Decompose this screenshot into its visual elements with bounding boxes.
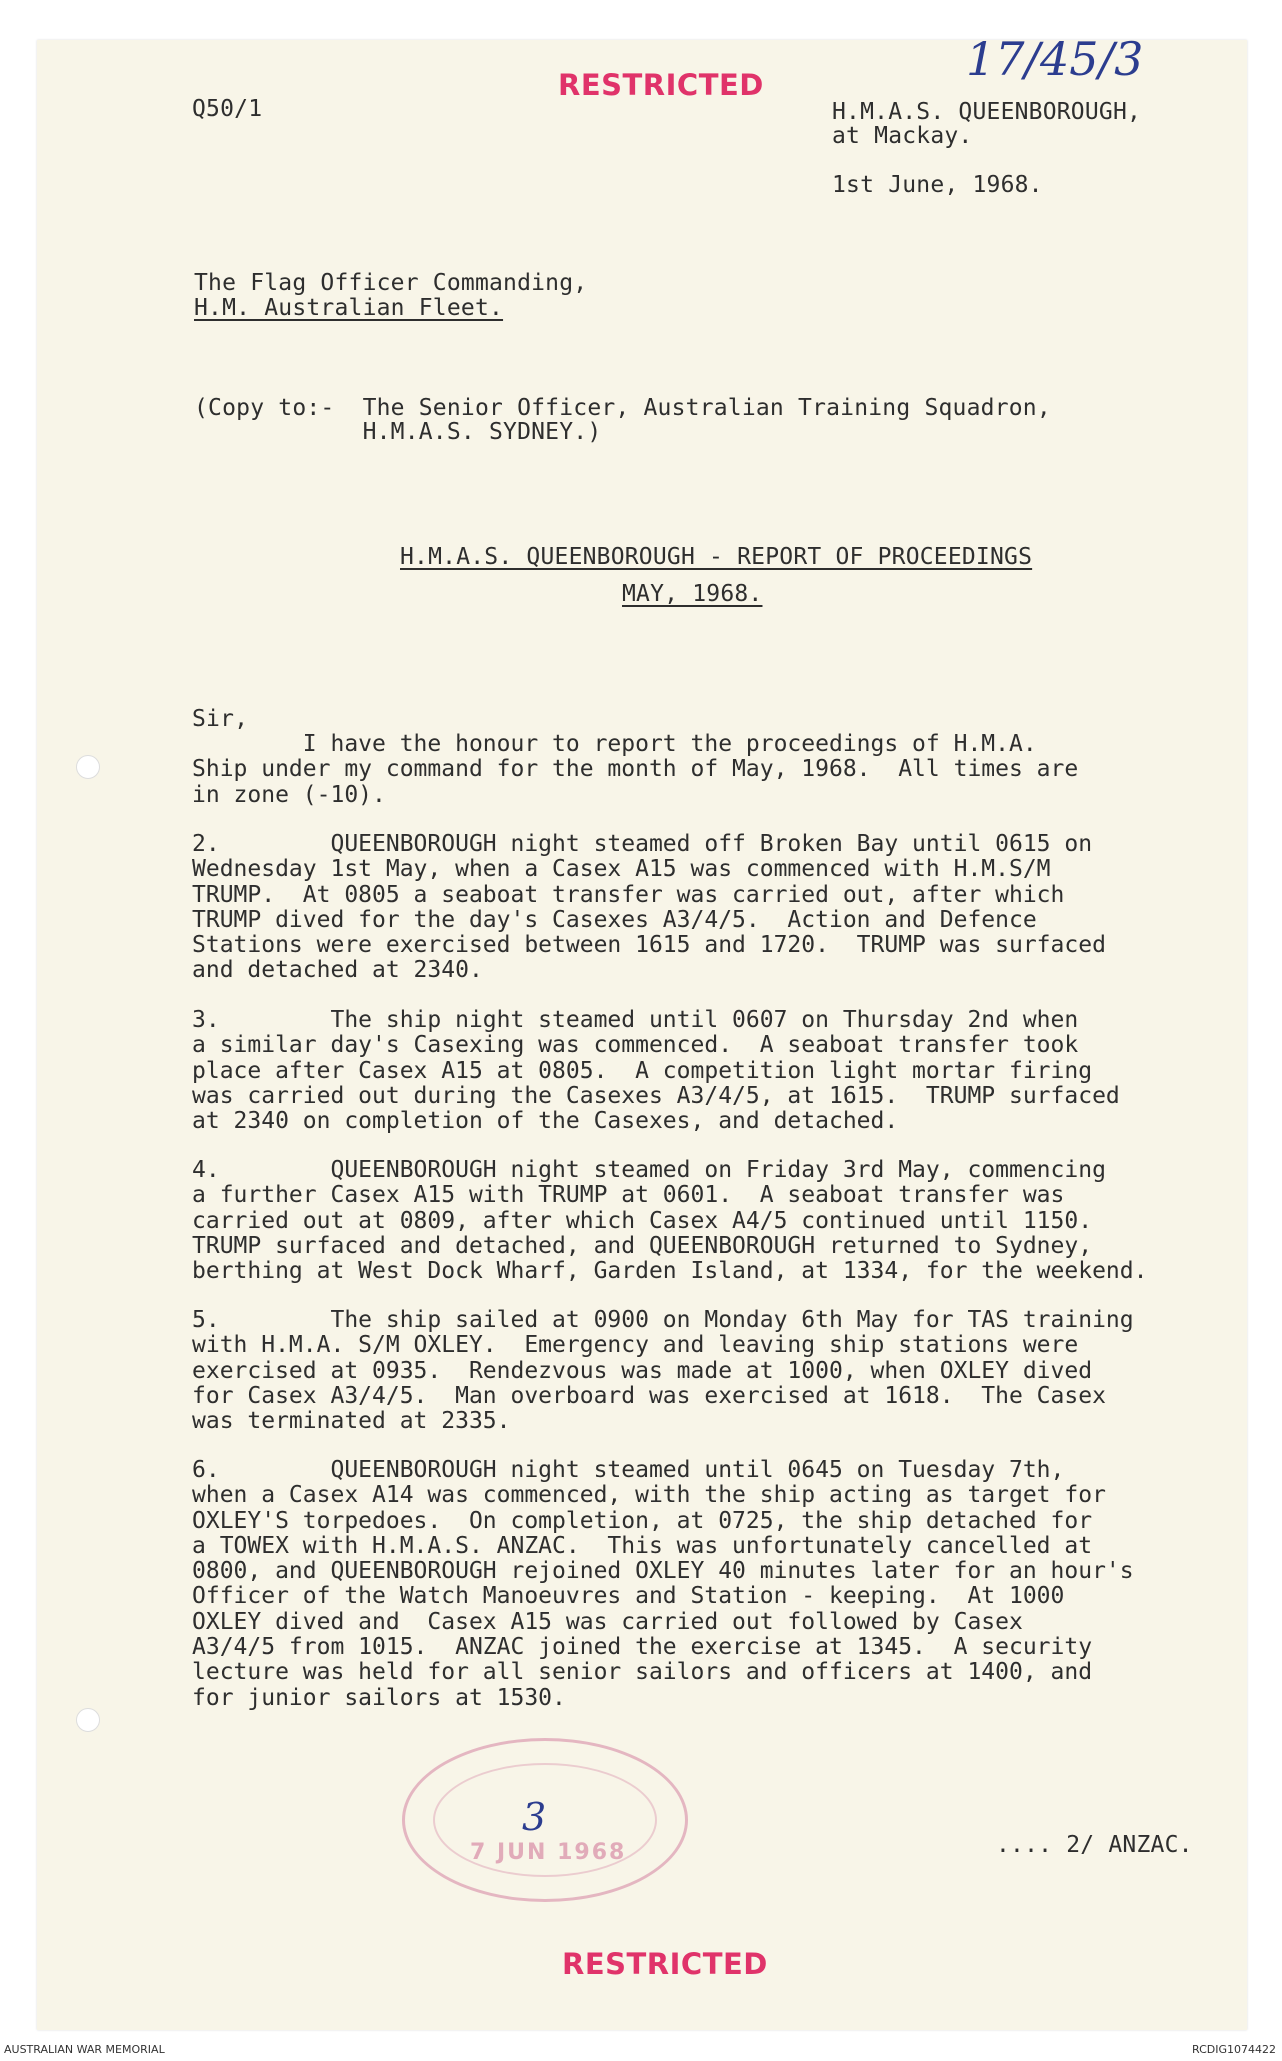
- paragraph-line: when a Casex A14 was commenced, with the ship acting as target for: [192, 1482, 1106, 1509]
- paragraph-line: berthing at West Dock Wharf, Garden Island, at 1334, for the weekend.: [192, 1258, 1148, 1285]
- paragraph-line: Officer of the Watch Manoeuvres and Station - keeping. At 1000: [192, 1583, 1065, 1610]
- report-title: H.M.A.S. QUEENBOROUGH - REPORT OF PROCEEDINGS: [400, 544, 1033, 570]
- paragraph-line: OXLEY dived and Casex A15 was carried out followed by Casex: [192, 1608, 1023, 1635]
- punch-hole-bottom: [76, 1708, 100, 1732]
- paragraph-line: and detached at 2340.: [192, 957, 483, 984]
- paragraph-6: [192, 1458, 1192, 1711]
- ship-location: at Mackay.: [832, 123, 973, 149]
- ship-name: H.M.A.S. QUEENBOROUGH,: [832, 99, 1142, 125]
- file-reference: Q50/1: [192, 96, 263, 122]
- paragraph-line: lecture was held for all senior sailors and officers at 1400, and: [192, 1659, 1093, 1686]
- paragraph-5: [192, 1308, 1192, 1434]
- paragraph-line: TRUMP surfaced and detached, and QUEENBOROUGH returned to Sydney,: [192, 1232, 1093, 1259]
- paragraph-line: I have the honour to report the proceedings of H.M.A.: [192, 731, 1037, 757]
- paragraph-line: exercised at 0935. Rendezvous was made at 1000, when OXLEY dived: [192, 1357, 1093, 1384]
- footer-record-id: RCDIG1074422: [1191, 2043, 1276, 2056]
- paragraph-line: OXLEY'S torpedoes. On completion, at 0725, the ship detached for: [192, 1507, 1093, 1534]
- punch-hole-top: [76, 755, 100, 779]
- paragraph-2: [192, 832, 1192, 984]
- paragraph-line: 3. The ship night steamed until 0607 on Thursday 2nd when: [192, 1007, 1079, 1033]
- paragraph-line: TRUMP. At 0805 a seaboat transfer was carried out, after which: [192, 881, 1065, 908]
- paragraph-line: TRUMP dived for the day's Casexes A3/4/5. Action and Defence: [192, 906, 1037, 933]
- paragraph-line: in zone (-10).: [192, 781, 386, 808]
- paragraph-line: for Casex A3/4/5. Man overboard was exercised at 1618. The Casex: [192, 1382, 1106, 1409]
- paragraph-1: [192, 732, 1192, 808]
- restricted-stamp-bottom: RESTRICTED: [562, 1947, 768, 1981]
- receipt-stamp-date: 7 JUN 1968: [470, 1840, 627, 1865]
- letter-date: 1st June, 1968.: [832, 172, 1043, 198]
- paragraph-line: 2. QUEENBOROUGH night steamed off Broken Bay until 0615 on: [192, 831, 1093, 857]
- paragraph-line: a further Casex A15 with TRUMP at 0601. A seaboat transfer was: [192, 1182, 1065, 1209]
- restricted-stamp-top: RESTRICTED: [558, 68, 764, 102]
- paragraph-line: 5. The ship sailed at 0900 on Monday 6th May for TAS training: [192, 1307, 1134, 1333]
- receipt-stamp-number: 3: [522, 1795, 547, 1839]
- paragraph-line: at 2340 on completion of the Casexes, and detached.: [192, 1108, 899, 1135]
- paragraph-line: was carried out during the Casexes A3/4/5, at 1615. TRUMP surfaced: [192, 1082, 1120, 1109]
- copy-to-line-2: H.M.A.S. SYDNEY.): [194, 419, 602, 445]
- paragraph-line: Ship under my command for the month of May, 1968. All times are: [192, 756, 1079, 783]
- paragraph-line: 6. QUEENBOROUGH night steamed until 0645 on Tuesday 7th,: [192, 1457, 1065, 1483]
- paragraph-line: a TOWEX with H.M.A.S. ANZAC. This was unfortunately cancelled at: [192, 1532, 1093, 1559]
- continuation-note: .... 2/ ANZAC.: [996, 1832, 1193, 1858]
- footer-archive-name: AUSTRALIAN WAR MEMORIAL: [4, 2043, 165, 2056]
- paragraph-line: carried out at 0809, after which Casex A4/5 continued until 1150.: [192, 1207, 1093, 1234]
- paragraph-line: for junior sailors at 1530.: [192, 1684, 566, 1711]
- paragraph-line: Stations were exercised between 1615 and 1720. TRUMP was surfaced: [192, 932, 1106, 959]
- paragraph-line: was terminated at 2335.: [192, 1408, 511, 1435]
- paragraph-line: 0800, and QUEENBOROUGH rejoined OXLEY 40 minutes later for an hour's: [192, 1558, 1134, 1585]
- paragraph-line: with H.M.A. S/M OXLEY. Emergency and leaving ship stations were: [192, 1332, 1079, 1359]
- handwritten-file-number: 17/45/3: [966, 32, 1144, 86]
- copy-to-line-1: (Copy to:- The Senior Officer, Australian Training Squadron,: [194, 395, 1051, 421]
- report-month: MAY, 1968.: [622, 581, 763, 607]
- paragraph-line: place after Casex A15 at 0805. A competition light mortar firing: [192, 1057, 1093, 1084]
- paragraph-4: [192, 1158, 1192, 1284]
- paragraph-line: Wednesday 1st May, when a Casex A15 was commenced with H.M.S/M: [192, 856, 1051, 883]
- salutation: Sir,: [192, 706, 249, 732]
- addressee-line-1: The Flag Officer Commanding,: [194, 270, 588, 296]
- paragraph-line: A3/4/5 from 1015. ANZAC joined the exercise at 1345. A security: [192, 1634, 1093, 1661]
- paragraph-3: [192, 1008, 1192, 1134]
- paragraph-line: a similar day's Casexing was commenced. A seaboat transfer took: [192, 1032, 1079, 1059]
- addressee-line-2: H.M. Australian Fleet.: [194, 295, 504, 321]
- paragraph-line: 4. QUEENBOROUGH night steamed on Friday 3rd May, commencing: [192, 1157, 1106, 1183]
